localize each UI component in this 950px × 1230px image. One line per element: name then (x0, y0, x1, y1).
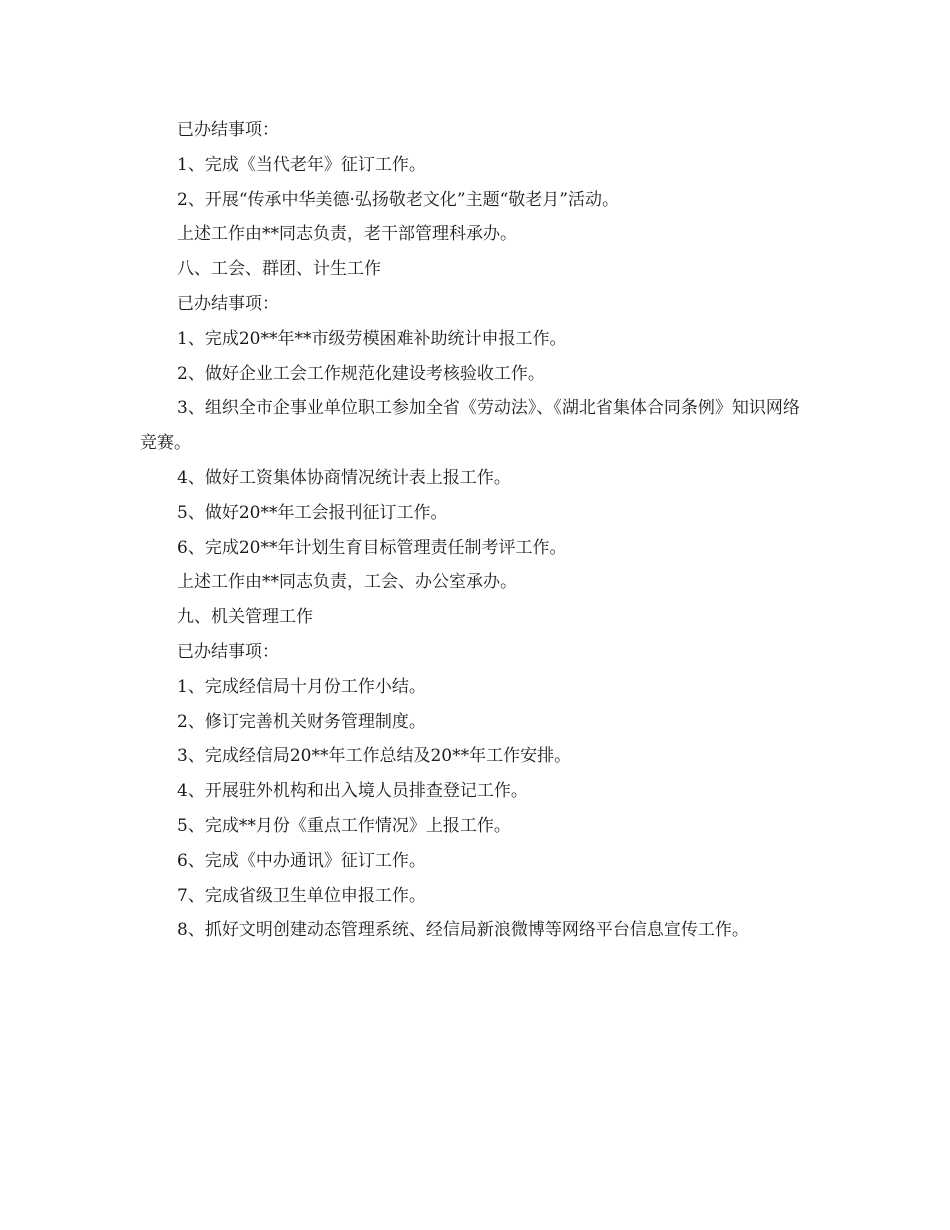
list-item: 3、组织全市企事业单位职工参加全省《劳动法》、《湖北省集体合同条例》知识网络竞赛。 (140, 398, 800, 454)
section-subheading-completed: 已办结事项： (177, 293, 279, 314)
document-body (140, 113, 815, 948)
list-item: 2、做好企业工会工作规范化建设考核验收工作。 (177, 363, 545, 384)
list-item: 4、做好工资集体协商情况统计表上报工作。 (177, 467, 511, 488)
section-heading: 九、机关管理工作 (177, 607, 313, 628)
list-item: 1、完成经信局十月份工作小结。 (177, 676, 426, 697)
section-subheading-completed: 已办结事项： (177, 641, 279, 662)
list-item: 8、抓好文明创建动态管理系统、经信局新浪微博等网络平台信息宣传工作。 (177, 920, 749, 941)
list-item: 2、开展“传承中华美德·弘扬敬老文化”主题“敬老月”活动。 (177, 189, 619, 210)
list-item: 6、完成《中办通讯》征订工作。 (177, 850, 426, 871)
responsibility-note: 上述工作由**同志负责，工会、办公室承办。 (177, 572, 517, 593)
list-item: 5、做好20**年工会报刊征订工作。 (177, 502, 448, 523)
list-item: 6、完成20**年计划生育目标管理责任制考评工作。 (177, 537, 567, 558)
responsibility-note: 上述工作由**同志负责，老干部管理科承办。 (177, 224, 517, 245)
section-subheading-completed: 已办结事项： (177, 120, 279, 140)
list-item: 7、完成省级卫生单位申报工作。 (177, 885, 426, 906)
section-heading: 八、工会、群团、计生工作 (177, 259, 381, 280)
list-item: 4、开展驻外机构和出入境人员排查登记工作。 (177, 781, 528, 802)
list-item: 5、完成**月份《重点工作情况》上报工作。 (177, 815, 511, 836)
list-item: 1、完成《当代老年》征订工作。 (177, 154, 426, 175)
list-item: 1、完成20**年**市级劳模困难补助统计申报工作。 (177, 328, 567, 349)
list-item: 3、完成经信局20**年工作总结及20**年工作安排。 (177, 746, 572, 767)
list-item: 2、修订完善机关财务管理制度。 (177, 711, 426, 732)
